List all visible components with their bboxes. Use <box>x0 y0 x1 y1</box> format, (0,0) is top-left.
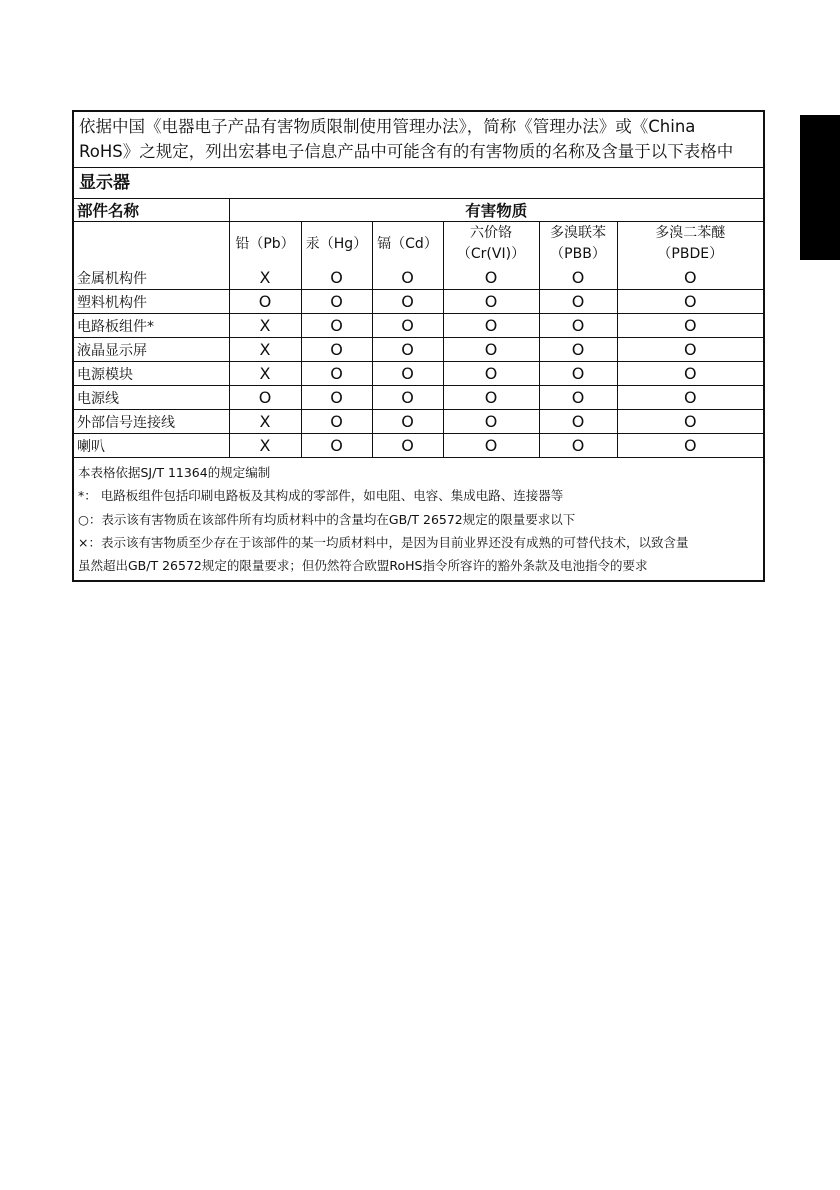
column-header-text: 六价铬 <box>470 225 512 241</box>
note-circle: ○：表示该有害物质在该部件所有均质材料中的含量均在GB/T 26572规定的限量要求以下 <box>78 511 576 527</box>
substance-mark-cell: O <box>539 362 617 386</box>
substance-mark-cell: O <box>617 290 763 314</box>
substance-mark-cell: O <box>372 314 443 338</box>
substance-mark-cell: O <box>372 362 443 386</box>
table-notes <box>74 457 763 580</box>
table-row <box>74 290 763 314</box>
substance-mark-cell: X <box>229 410 301 434</box>
part-name-cell: 电路板组件* <box>74 314 229 338</box>
substance-mark-cell: X <box>229 314 301 338</box>
substance-mark-cell: O <box>539 410 617 434</box>
note-cross-line1: ×：表示该有害物质至少存在于该部件的某一均质材料中，是因为目前业界还没有成熟的可替代技术，以致含量 <box>78 534 689 550</box>
substance-mark-cell: X <box>229 266 301 290</box>
substance-mark-cell: O <box>229 386 301 410</box>
substance-mark-cell: X <box>229 338 301 362</box>
substance-mark-cell: O <box>301 338 372 362</box>
part-name-cell: 外部信号连接线 <box>74 410 229 434</box>
column-header-cd <box>372 222 443 267</box>
rohs-declaration-box <box>72 110 765 582</box>
substance-mark-cell: O <box>372 434 443 458</box>
substance-mark-cell: O <box>617 386 763 410</box>
substance-mark-cell: O <box>617 362 763 386</box>
part-name-cell: 金属机构件 <box>74 266 229 290</box>
substance-mark-cell: O <box>301 386 372 410</box>
table-row <box>74 266 763 290</box>
substance-mark-cell: O <box>301 314 372 338</box>
column-header-text: （PBDE） <box>657 246 724 262</box>
substance-mark-cell: O <box>301 266 372 290</box>
column-header-pbb <box>539 222 617 267</box>
substance-mark-cell: O <box>443 362 539 386</box>
part-name-header: 部件名称 <box>74 199 229 222</box>
column-header-text: 镉（Cd） <box>377 235 438 252</box>
table-header-row <box>74 199 763 222</box>
table-row <box>74 362 763 386</box>
column-header-text: 多溴联苯 <box>550 225 606 241</box>
hazardous-substance-header: 有害物质 <box>229 199 763 222</box>
column-header-text: 铅（Pb） <box>235 235 295 252</box>
substance-mark-cell: O <box>443 266 539 290</box>
table-row <box>74 410 763 434</box>
column-header-text: （Cr(VI)） <box>456 246 526 262</box>
substance-mark-cell: O <box>443 434 539 458</box>
column-header-text: 多溴二苯醚 <box>655 225 726 241</box>
substance-mark-cell: O <box>539 290 617 314</box>
part-name-cell: 电源线 <box>74 386 229 410</box>
substance-mark-cell: O <box>539 386 617 410</box>
table-row <box>74 338 763 362</box>
note-cross-line2: 虽然超出GB/T 26572规定的限量要求；但仍然符合欧盟RoHS指令所容许的豁外条款及电池指令的要求 <box>78 558 648 574</box>
substance-mark-cell: O <box>617 338 763 362</box>
column-header-pb <box>229 222 301 267</box>
substance-mark-cell: X <box>229 434 301 458</box>
substance-mark-cell: O <box>443 338 539 362</box>
substance-column-header-row <box>74 222 763 267</box>
column-header-crvi <box>443 222 539 267</box>
substance-mark-cell: O <box>372 266 443 290</box>
substance-mark-cell: O <box>301 434 372 458</box>
substance-mark-cell: O <box>372 338 443 362</box>
substance-mark-cell: O <box>617 434 763 458</box>
column-header-hg <box>301 222 372 267</box>
substance-mark-cell: O <box>443 410 539 434</box>
substance-mark-cell: O <box>539 314 617 338</box>
substance-mark-cell: O <box>301 290 372 314</box>
substance-mark-cell: O <box>443 386 539 410</box>
substance-mark-cell: O <box>539 434 617 458</box>
substance-mark-cell: O <box>539 338 617 362</box>
substance-mark-cell: O <box>229 290 301 314</box>
substance-mark-cell: O <box>443 314 539 338</box>
part-name-cell: 液晶显示屏 <box>74 338 229 362</box>
substance-mark-cell: O <box>539 266 617 290</box>
part-name-cell: 喇叭 <box>74 434 229 458</box>
column-header-text: 汞（Hg） <box>305 235 368 252</box>
blank-header-cell <box>74 222 229 267</box>
part-name-cell: 电源模块 <box>74 362 229 386</box>
substance-mark-cell: O <box>301 362 372 386</box>
column-header-pbde <box>617 222 763 267</box>
substance-mark-cell: O <box>301 410 372 434</box>
substance-mark-cell: O <box>617 410 763 434</box>
note-star: *： 电路板组件包括印刷电路板及其构成的零部件，如电阻、电容、集成电路、连接器等 <box>78 488 564 504</box>
product-title: 显示器 <box>74 168 763 199</box>
substance-mark-cell: O <box>372 290 443 314</box>
substance-mark-cell: O <box>617 314 763 338</box>
language-side-tab <box>800 115 840 260</box>
note-basis: 本表格依据SJ/T 11364的规定编制 <box>78 465 271 480</box>
substance-mark-cell: O <box>443 290 539 314</box>
hazardous-substance-table <box>74 199 763 457</box>
substance-mark-cell: O <box>372 410 443 434</box>
column-header-text: （PBB） <box>550 246 606 262</box>
rohs-intro-text: 依据中国《电器电子产品有害物质限制使用管理办法》，简称《管理办法》或《China RoHS》之规定，列出宏碁电子信息产品中可能含有的有害物质的名称及含量于以下表格中 <box>74 112 763 168</box>
substance-mark-cell: X <box>229 362 301 386</box>
table-row <box>74 434 763 458</box>
substance-mark-cell: O <box>372 386 443 410</box>
substance-mark-cell: O <box>617 266 763 290</box>
part-name-cell: 塑料机构件 <box>74 290 229 314</box>
table-row <box>74 314 763 338</box>
table-row <box>74 386 763 410</box>
